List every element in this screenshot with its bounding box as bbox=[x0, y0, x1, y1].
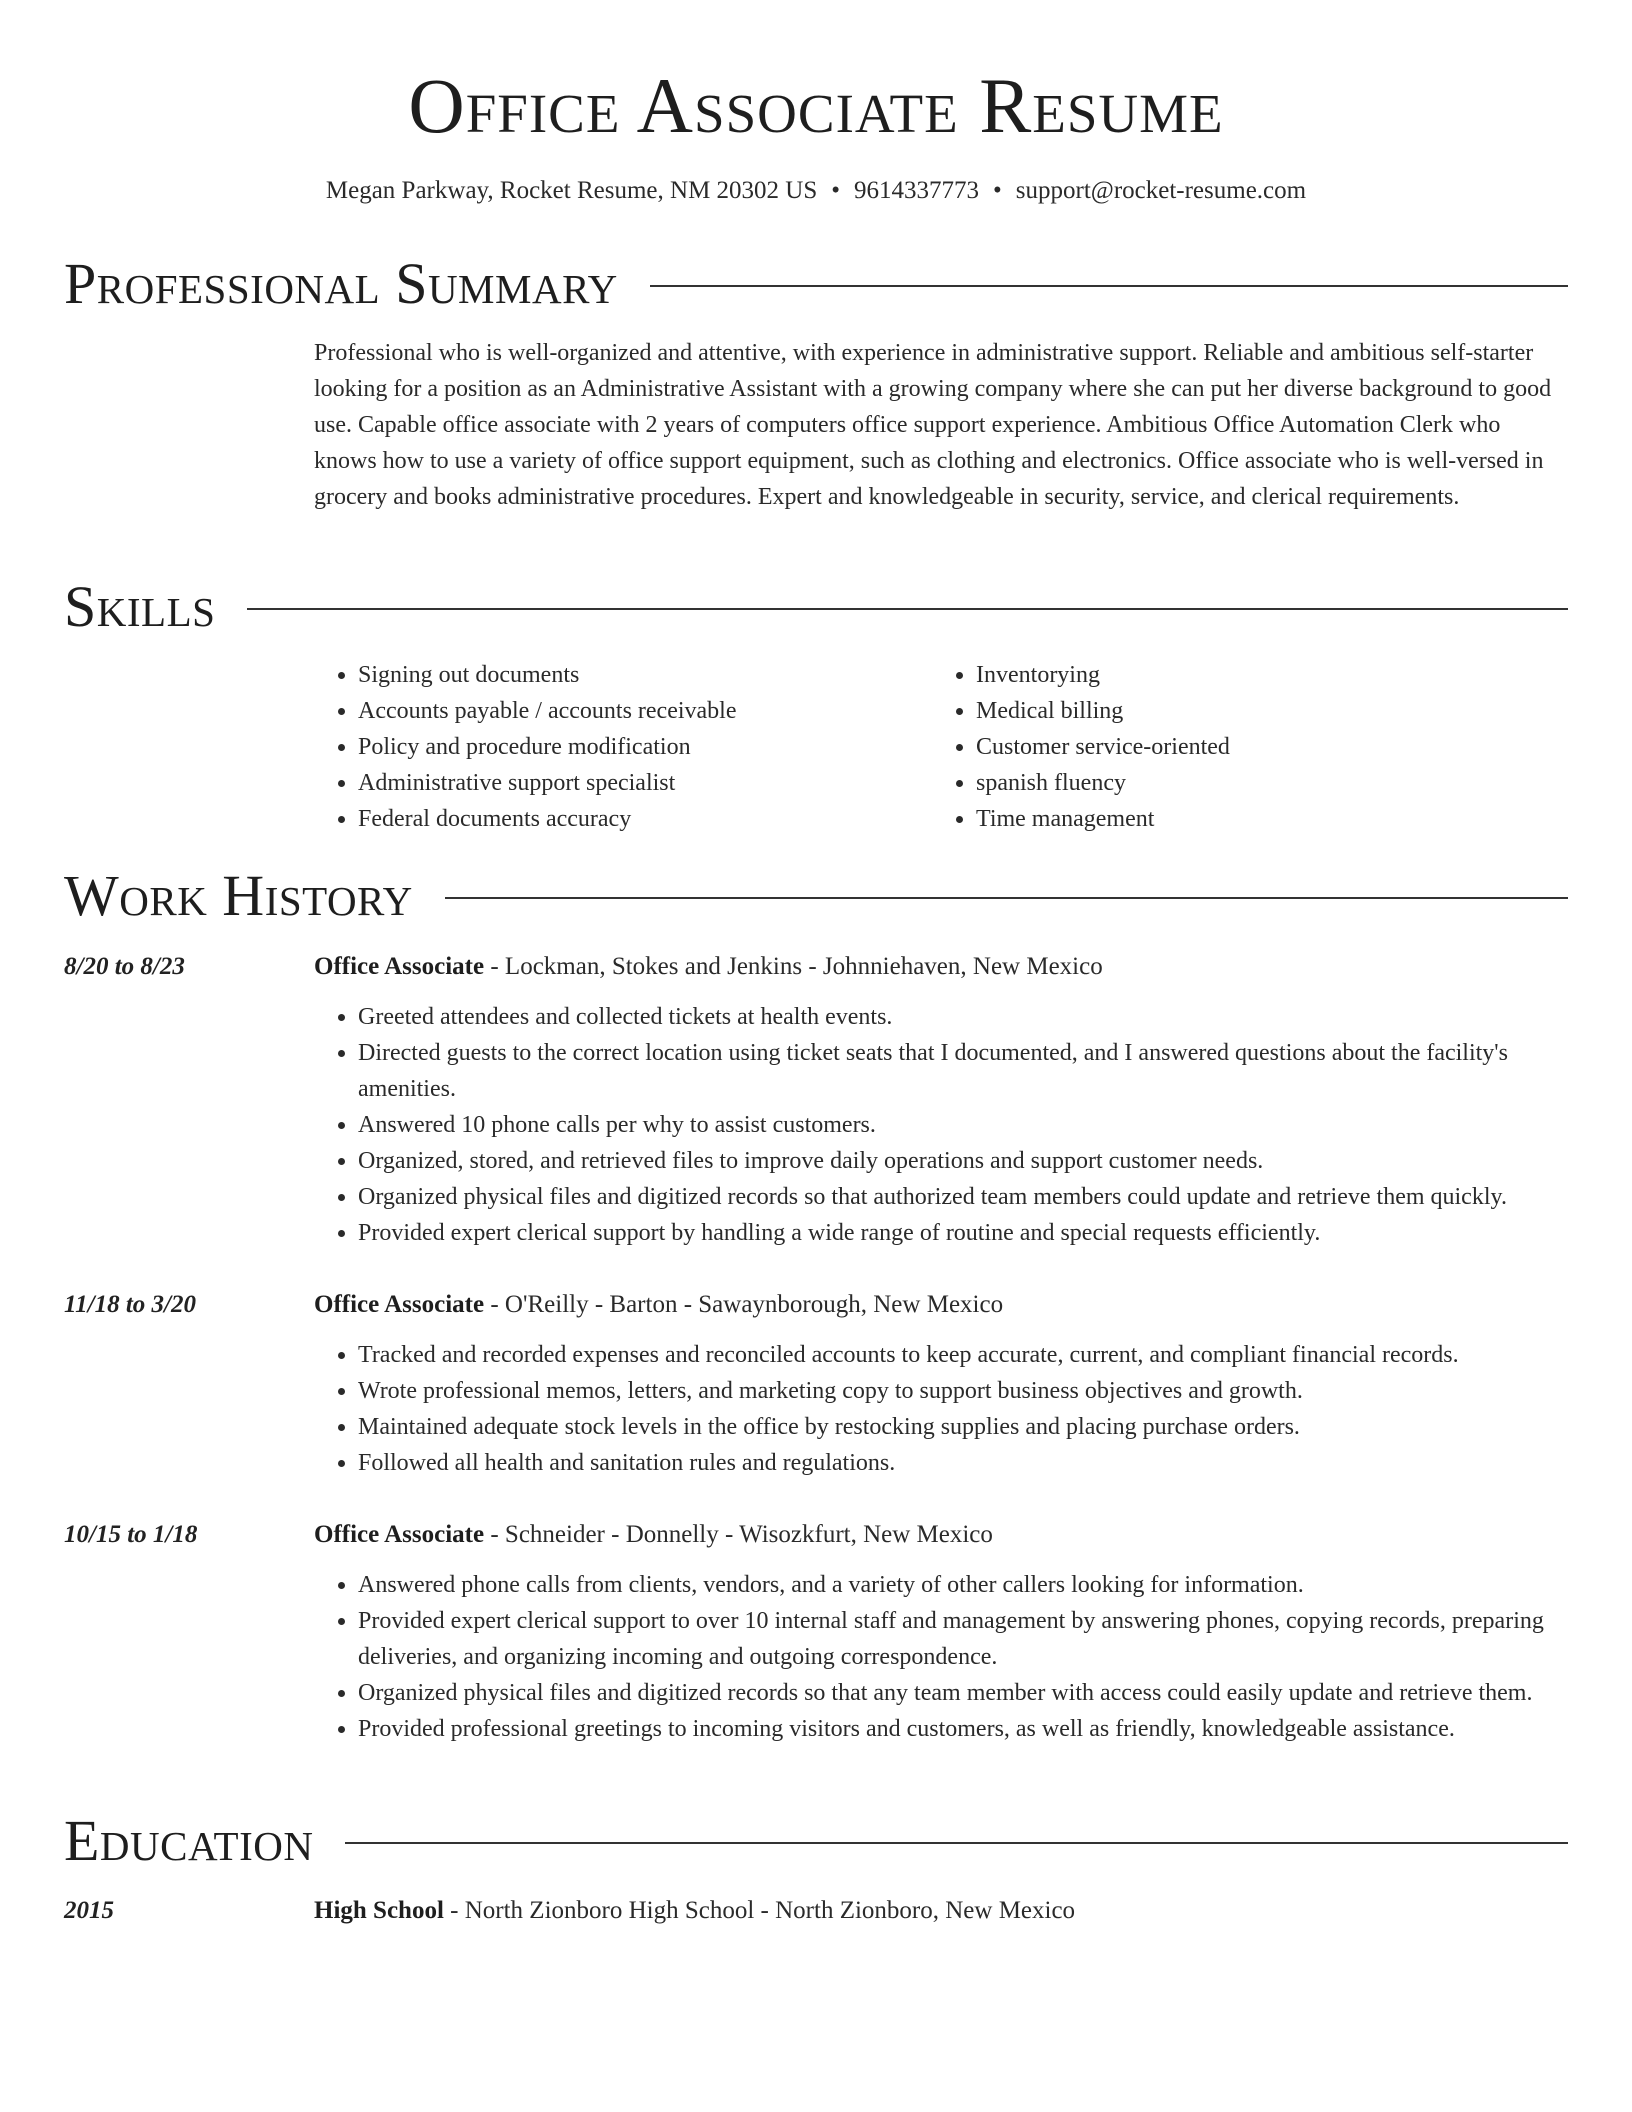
duty-item: • Provided expert clerical support to over 10 internal staff and management by answering phones, copying records, preparing deliveries, and organizing incoming and outgoing correspondence. bbox=[358, 1603, 1568, 1675]
duty-item: • Greeted attendees and collected tickets at health events. bbox=[358, 999, 1568, 1035]
summary-section-header bbox=[64, 252, 1568, 316]
skill-item: • Customer service-oriented bbox=[976, 729, 1550, 765]
section-divider bbox=[445, 897, 1568, 899]
duty-item: • Tracked and recorded expenses and reconciled accounts to keep accurate, current, and compliant financial records. bbox=[358, 1337, 1568, 1373]
skill-item: • Accounts payable / accounts receivable bbox=[358, 693, 932, 729]
skill-item: • Administrative support specialist bbox=[358, 765, 932, 801]
skill-item: • Federal documents accuracy bbox=[358, 801, 932, 837]
duty-item: • Organized physical files and digitized records so that any team member with access could easily update and retrieve them. bbox=[358, 1675, 1568, 1711]
job-entry bbox=[64, 1287, 1568, 1481]
education-section-header bbox=[64, 1809, 1568, 1873]
job-dates: 10/15 to 1/18 bbox=[64, 1521, 198, 1548]
education-degree: High School bbox=[314, 1897, 444, 1924]
education-year: 2015 bbox=[64, 1897, 114, 1924]
job-headline bbox=[314, 949, 1568, 985]
skill-item: • Policy and procedure modification bbox=[358, 729, 932, 765]
duty-item: • Answered phone calls from clients, vendors, and a variety of other callers looking for information. bbox=[358, 1567, 1568, 1603]
job-headline bbox=[314, 1287, 1568, 1323]
section-divider bbox=[650, 285, 1568, 287]
contact-separator: • bbox=[831, 177, 841, 204]
skill-item: • Medical billing bbox=[976, 693, 1550, 729]
contact-phone: 9614337773 bbox=[854, 177, 980, 204]
education-entry bbox=[64, 1893, 1568, 1929]
duty-item: • Answered 10 phone calls per why to assist customers. bbox=[358, 1107, 1568, 1143]
contact-separator: • bbox=[993, 177, 1002, 204]
skill-item: • spanish fluency bbox=[976, 765, 1550, 801]
education-school: - North Zionboro High School - North Zionboro, New Mexico bbox=[443, 1897, 1076, 1924]
summary-text: Professional who is well-organized and attentive, with experience in administrative support. Reliable and ambitious self-starter looking for a position as an Administrative Assistant with a growing company where she can put her diverse background to good use. Capable office associate with 2 years of computers office support experience. Ambitious Office Automation Clerk who knows how to use a variety of office support equipment, such as clothing and electronics. Office associate who is well-versed in grocery and books administrative procedures. Expert and knowledgeable in security, service, and clerical requirements. bbox=[314, 340, 1552, 510]
skills-section-header bbox=[64, 575, 1568, 639]
job-duties bbox=[314, 999, 1568, 1251]
work-section-header bbox=[64, 864, 1568, 928]
education-heading: Education bbox=[64, 1808, 314, 1873]
skills-heading: Skills bbox=[64, 574, 216, 639]
work-heading: Work History bbox=[64, 863, 413, 928]
job-duties bbox=[314, 1337, 1568, 1481]
section-divider bbox=[247, 608, 1568, 610]
page-title: Office Associate Resume bbox=[408, 62, 1224, 149]
duty-item: • Organized physical files and digitized records so that authorized team members could update and retrieve them quickly. bbox=[358, 1179, 1568, 1215]
job-dates: 8/20 to 8/23 bbox=[64, 953, 185, 980]
skill-item: • Signing out documents bbox=[358, 657, 932, 693]
duty-item: • Directed guests to the correct location using ticket seats that I documented, and I answered questions about the facility's amenities. bbox=[358, 1035, 1568, 1107]
job-employer: - O'Reilly - Barton - Sawaynborough, New Mexico bbox=[484, 1291, 1004, 1318]
section-divider bbox=[345, 1842, 1568, 1844]
skill-item: • Inventorying bbox=[976, 657, 1550, 693]
job-dates: 11/18 to 3/20 bbox=[64, 1291, 196, 1318]
job-entry bbox=[64, 949, 1568, 1251]
duty-item: • Followed all health and sanitation rules and regulations. bbox=[358, 1445, 1568, 1481]
job-title: Office Associate bbox=[314, 1521, 485, 1548]
contact-address: Megan Parkway, Rocket Resume, NM 20302 US bbox=[325, 177, 818, 204]
duty-item: • Provided professional greetings to incoming visitors and customers, as well as friendly, knowledgeable assistance. bbox=[358, 1711, 1568, 1747]
job-employer: - Schneider - Donnelly - Wisozkfurt, New Mexico bbox=[484, 1521, 993, 1548]
duty-item: • Wrote professional memos, letters, and marketing copy to support business objectives and growth. bbox=[358, 1373, 1568, 1409]
duty-item: • Provided expert clerical support by handling a wide range of routine and special requests efficiently. bbox=[358, 1215, 1568, 1251]
job-title: Office Associate bbox=[314, 953, 485, 980]
education-headline bbox=[314, 1893, 1568, 1929]
skills-column-right bbox=[932, 657, 1550, 837]
job-duties bbox=[314, 1567, 1568, 1747]
skill-item: • Time management bbox=[976, 801, 1550, 837]
skills-list bbox=[314, 657, 1568, 837]
skills-column-left bbox=[314, 657, 932, 837]
job-employer: - Lockman, Stokes and Jenkins - Johnniehaven, New Mexico bbox=[484, 953, 1103, 980]
job-title: Office Associate bbox=[314, 1291, 485, 1318]
job-entry bbox=[64, 1517, 1568, 1747]
summary-heading: Professional Summary bbox=[64, 251, 618, 316]
contact-email: support@rocket-resume.com bbox=[1015, 177, 1307, 204]
job-headline bbox=[314, 1517, 1568, 1553]
duty-item: • Maintained adequate stock levels in the office by restocking supplies and placing purchase orders. bbox=[358, 1409, 1568, 1445]
contact-line bbox=[0, 174, 1632, 208]
duty-item: • Organized, stored, and retrieved files to improve daily operations and support customer needs. bbox=[358, 1143, 1568, 1179]
